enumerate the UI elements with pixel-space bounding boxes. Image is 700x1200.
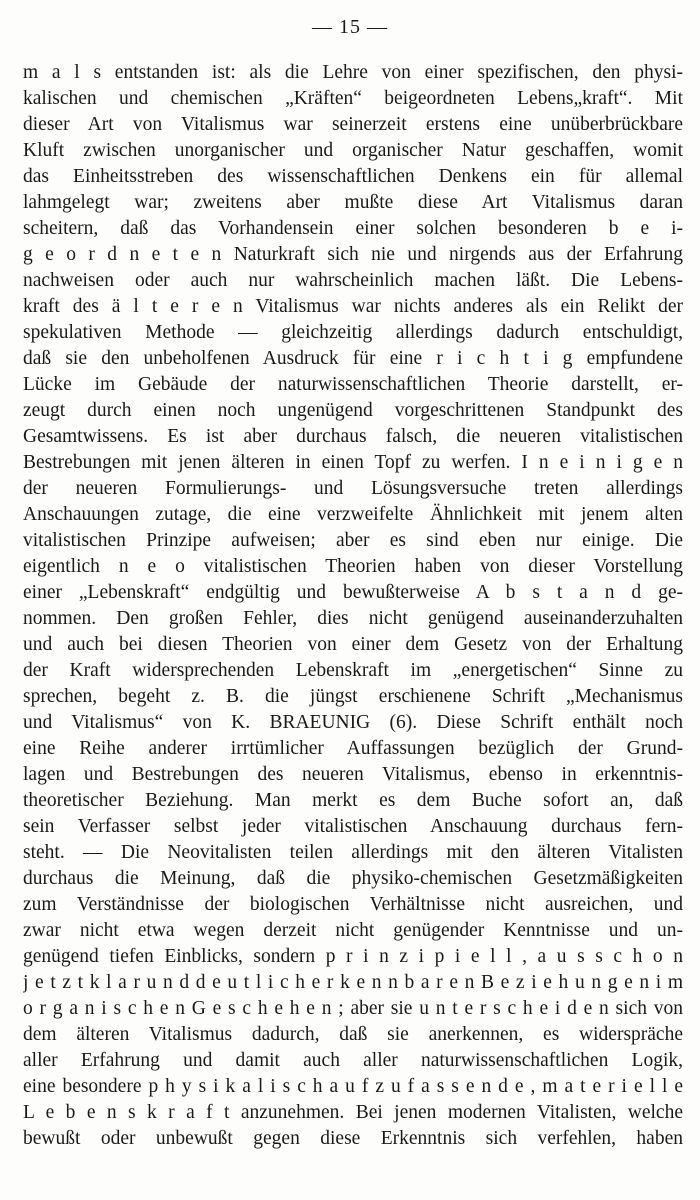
text-line: eine Reihe anderer irrtümlicher Auffassungen bezüglich der Grund- — [23, 738, 683, 759]
text-line: kraft des ä l t e r e n Vitalismus war nichts anderes als ein Relikt der — [23, 296, 683, 317]
text-line: L e b e n s k r a f t anzunehmen. Bei jenen modernen Vitalisten, welche — [23, 1102, 683, 1123]
text-line: o r g a n i s c h e n G e s c h e h e n ; aber sie u n t e r s c h e i d e n sich von — [23, 998, 683, 1019]
text-line: dem älteren Vitalismus dadurch, daß sie anerkennen, es widerspräche — [23, 1024, 683, 1045]
text-line: dieser Art von Vitalismus war seinerzeit erstens eine unüberbrückbare — [23, 114, 683, 135]
text-line: Lücke im Gebäude der naturwissenschaftlichen Theorie darstellt, er- — [23, 374, 683, 395]
text-line: sprechen, begeht z. B. die jüngst erschienene Schrift „Mechanismus — [23, 686, 683, 707]
text-line: nachweisen oder auch nur wahrscheinlich machen läßt. Die Lebens- — [23, 270, 683, 291]
text-line: eine besondere p h y s i k a l i s c h a u f z u f a s s e n d e , m a t e r i e l l e — [23, 1076, 683, 1097]
text-line: der neueren Formulierungs- und Lösungsversuche treten allerdings — [23, 478, 683, 499]
text-line: das Einheitsstreben des wissenschaftlichen Denkens ein für allemal — [23, 166, 683, 187]
text-line: kalischen und chemischen „Kräften“ beigeordneten Lebens„kraft“. Mit — [23, 88, 683, 109]
text-line: einer „Lebenskraft“ endgültig und bewußterweise A b s t a n d ge- — [23, 582, 683, 603]
text-line: Anschauungen zutage, die eine verzweifelte Ähnlichkeit mit jenem alten — [23, 504, 683, 525]
text-line: genügend tiefen Einblicks, sondern p r i n z i p i e l l , a u s s c h o n — [23, 946, 683, 967]
text-line: eigentlich n e o vitalistischen Theorien haben von dieser Vorstellung — [23, 556, 683, 577]
text-line: nommen. Den großen Fehler, dies nicht genügend auseinanderzuhalten — [23, 608, 683, 629]
text-line: vitalistischen Prinzipe aufweisen; aber es sind eben nur einige. Die — [23, 530, 683, 551]
text-line: Bestrebungen mit jenen älteren in einen Topf zu werfen. I n e i n i g e n — [23, 452, 683, 473]
text-line: der Kraft widersprechenden Lebenskraft im „energetischen“ Sinne zu — [23, 660, 683, 681]
text-line: j e t z t k l a r u n d d e u t l i c h e r k e n n b a r e n B e z i e h u n g e n i m — [23, 972, 683, 993]
text-line: m a l s entstanden ist: als die Lehre von einer spezifischen, den physi- — [23, 62, 683, 83]
text-line: zum Verständnisse der biologischen Verhältnisse nicht ausreichen, und — [23, 894, 683, 915]
text-line: bewußt oder unbewußt gegen diese Erkenntnis sich verfehlen, haben — [23, 1128, 683, 1149]
text-line: lahmgelegt war; zweitens aber mußte diese Art Vitalismus daran — [23, 192, 683, 213]
page-number: — 15 — — [312, 16, 388, 38]
text-line: scheitern, daß das Vorhandensein einer solchen besonderen b e i- — [23, 218, 683, 239]
text-line: lagen und Bestrebungen des neueren Vitalismus, ebenso in erkenntnis- — [23, 764, 683, 785]
text-line: und auch bei diesen Theorien von einer dem Gesetz von der Erhaltung — [23, 634, 683, 655]
text-line: und Vitalismus“ von K. BRAEUNIG (6). Diese Schrift enthält noch — [23, 712, 683, 733]
text-line: spekulativen Methode — gleichzeitig allerdings dadurch entschuldigt, — [23, 322, 683, 343]
body-text — [23, 60, 683, 1152]
text-line: daß sie den unbeholfenen Ausdruck für eine r i c h t i g empfundene — [23, 348, 683, 369]
text-line: zwar nicht etwa wegen derzeit nicht genügender Kenntnisse und un- — [23, 920, 683, 941]
text-line: durchaus die Meinung, daß die physiko-chemischen Gesetzmäßigkeiten — [23, 868, 683, 889]
text-line: steht. — Die Neovitalisten teilen allerdings mit den älteren Vitalisten — [23, 842, 683, 863]
text-line: g e o r d n e t e n Naturkraft sich nie und nirgends aus der Erfahrung — [23, 244, 683, 265]
text-line: zeugt durch einen noch ungenügend vorgeschrittenen Standpunkt des — [23, 400, 683, 421]
text-line: sein Verfasser selbst jeder vitalistischen Anschauung durchaus fern- — [23, 816, 683, 837]
text-line: Gesamtwissens. Es ist aber durchaus falsch, die neueren vitalistischen — [23, 426, 683, 447]
text-line: theoretischer Beziehung. Man merkt es dem Buche sofort an, daß — [23, 790, 683, 811]
text-line: Kluft zwischen unorganischer und organischer Natur geschaffen, womit — [23, 140, 683, 161]
text-line: aller Erfahrung und damit auch aller naturwissenschaftlichen Logik, — [23, 1050, 683, 1071]
